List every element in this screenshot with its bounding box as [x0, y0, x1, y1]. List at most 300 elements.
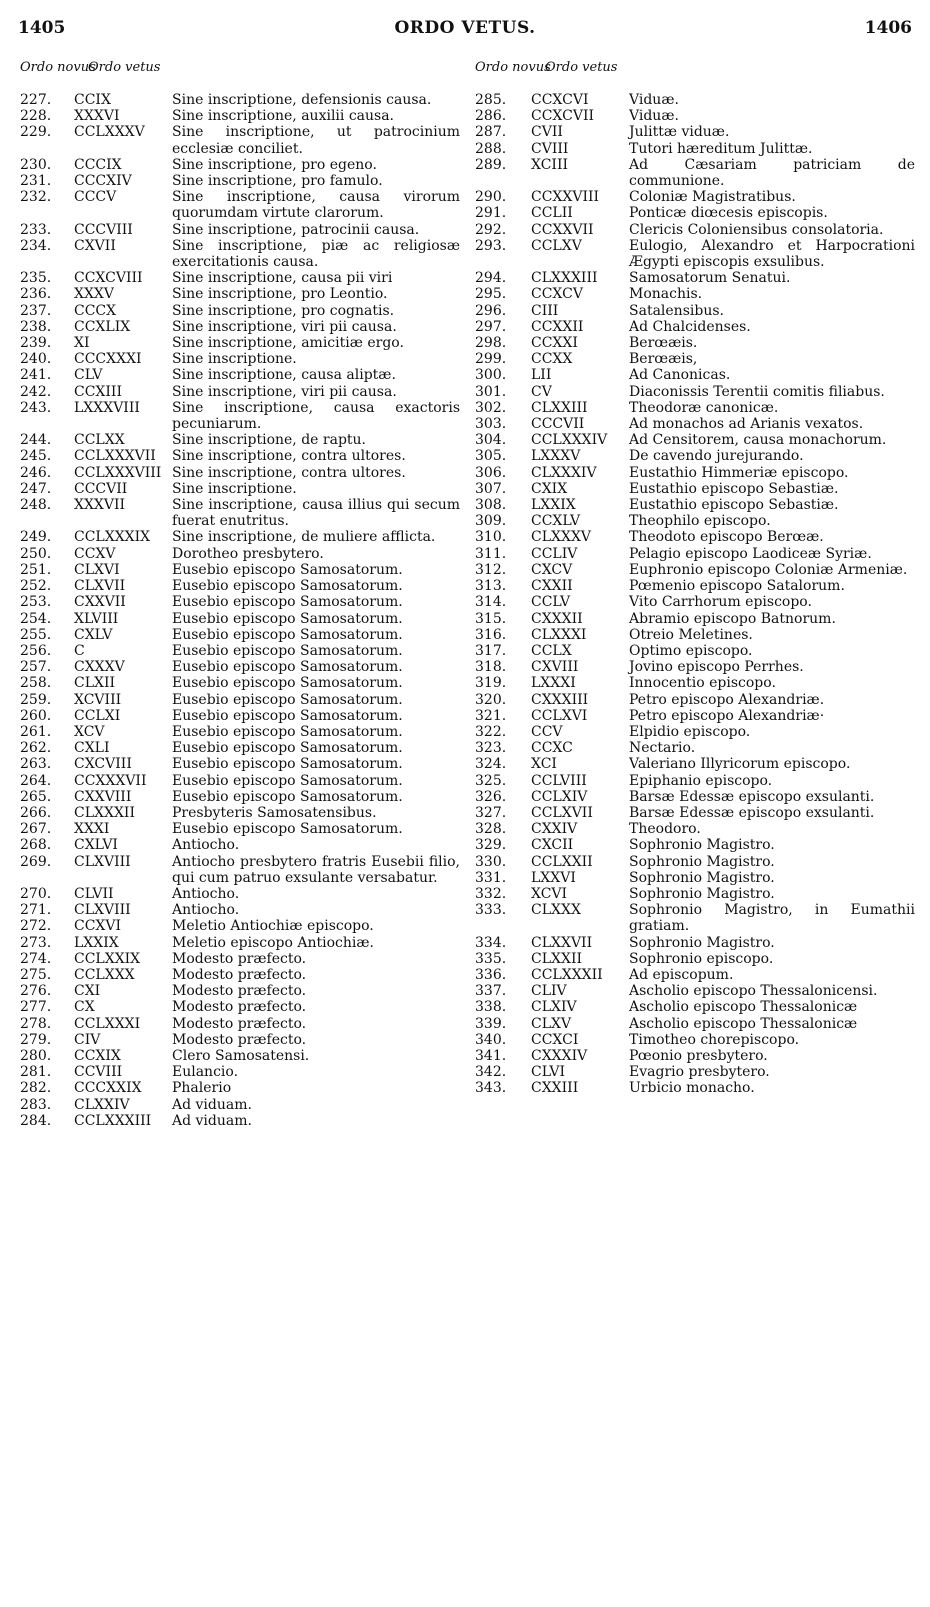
ordo-vetus-number: CLXII	[74, 675, 116, 692]
entry-title: Sine inscriptione, de muliere afflicta.	[172, 529, 436, 546]
ordo-vetus-number: CCLXVI	[531, 707, 588, 724]
entry-title: Meletio Antiochiæ episcopo.	[172, 918, 374, 935]
ordo-novus-number: 239.	[20, 335, 52, 352]
entry-row	[475, 562, 915, 578]
ordo-vetus-number: CLXXXI	[531, 626, 587, 643]
ordo-vetus-number: CXXIII	[531, 1080, 579, 1097]
ordo-vetus-number: CCXCVI	[531, 92, 589, 108]
ordo-novus-number: 255.	[20, 626, 52, 643]
entry-title: Modesto præfecto.	[172, 983, 307, 1000]
ordo-novus-number: 270.	[20, 885, 52, 902]
ordo-vetus-number: CLXXII	[531, 950, 583, 967]
entry-title: Nectario.	[629, 740, 696, 757]
entry-row	[475, 1016, 915, 1032]
ordo-vetus-number: XCV	[74, 723, 105, 740]
entry-title: Ponticæ diœcesis episcopis.	[629, 205, 828, 222]
ordo-novus-number: 280.	[20, 1047, 52, 1064]
entry-row	[475, 886, 915, 902]
ordo-novus-number: 230.	[20, 156, 52, 173]
entry-row	[475, 659, 915, 675]
entry-row	[20, 724, 460, 740]
entry-row	[20, 529, 460, 545]
entry-row	[475, 821, 915, 837]
entry-row	[475, 854, 915, 870]
entry-title: Eusebio episcopo Samosatorum.	[172, 707, 403, 724]
entry-title: Clericis Coloniensibus consolatoria.	[629, 221, 884, 238]
entry-row	[475, 189, 915, 205]
entry-title: Antiocho presbytero fratris Eusebii filio, qui cum patruo exsulante versabatur.	[172, 853, 460, 886]
ordo-novus-number: 232.	[20, 189, 52, 206]
ordo-novus-number: 243.	[20, 399, 52, 416]
ordo-vetus-number: CCCV	[74, 189, 117, 206]
entry-row	[475, 384, 915, 400]
entry-title: Eusebio episcopo Samosatorum.	[172, 772, 403, 789]
ordo-vetus-number: CLXXXV	[531, 529, 592, 546]
entry-title: Epiphanio episcopo.	[629, 772, 773, 789]
entry-title: Modesto præfecto.	[172, 1031, 307, 1048]
ordo-novus-number: 246.	[20, 464, 52, 481]
ordo-novus-number: 264.	[20, 772, 52, 789]
entry-title: Abramio episcopo Batnorum.	[629, 610, 836, 627]
ordo-novus-number: 281.	[20, 1064, 52, 1081]
entry-row	[20, 756, 460, 772]
entry-row	[475, 546, 915, 562]
ordo-vetus-number: XXXVI	[74, 108, 120, 125]
ordo-vetus-number: CLXXVII	[531, 934, 593, 951]
entry-title: Pœonio presbytero.	[629, 1047, 768, 1064]
entry-title: Ascholio episcopo Thessalonicæ	[629, 1015, 858, 1032]
entry-row	[475, 1048, 915, 1064]
entry-title: Julittæ viduæ.	[629, 124, 730, 141]
entry-title: Sine inscriptione, de raptu.	[172, 432, 366, 449]
entry-row	[20, 367, 460, 383]
ordo-vetus-number: CCXLV	[531, 513, 581, 530]
entry-row	[475, 870, 915, 886]
ordo-vetus-number: CCCVII	[74, 480, 128, 497]
entry-row	[20, 578, 460, 594]
entry-title: Sine inscriptione, causa aliptæ.	[172, 367, 396, 384]
ordo-vetus-number: CXLV	[74, 626, 113, 643]
ordo-novus-number: 269.	[20, 853, 52, 870]
entry-row	[20, 708, 460, 724]
entry-row	[475, 108, 915, 124]
ordo-vetus-number: CCXLIX	[74, 318, 131, 335]
column-header	[475, 60, 915, 92]
ordo-novus-number: 279.	[20, 1031, 52, 1048]
entry-title: Sine inscriptione, ut patrocinium ecclesiæ conciliet.	[172, 124, 460, 157]
ordo-vetus-number: CLXIV	[531, 999, 577, 1016]
entry-row	[20, 270, 460, 286]
ordo-vetus-number: CCXXVIII	[531, 189, 600, 206]
ordo-vetus-number: XCVI	[531, 885, 568, 902]
entry-row	[20, 303, 460, 319]
ordo-vetus-number: CCLXXX	[74, 966, 135, 983]
entry-title: Eulogio, Alexandro et Harpocrationi Ægypti episcopis exsulibus.	[629, 237, 915, 271]
entry-row	[475, 999, 915, 1015]
entry-row	[20, 465, 460, 481]
entry-row	[475, 902, 915, 934]
entry-title: Timotheo chorepiscopo.	[629, 1031, 800, 1048]
ordo-vetus-number: CXVIII	[531, 659, 579, 676]
entry-row	[475, 205, 915, 221]
ordo-vetus-number: LXXIX	[74, 934, 119, 951]
ordo-novus-number: 334.	[475, 934, 507, 951]
ordo-vetus-number: CXCV	[531, 561, 573, 578]
entry-title: Euphronio episcopo Coloniæ Armeniæ.	[629, 561, 908, 578]
ordo-vetus-number: CCXC	[531, 740, 573, 757]
entry-row	[475, 724, 915, 740]
ordo-vetus-number: CXCVIII	[74, 756, 132, 773]
ordo-vetus-number: CCLXIV	[531, 788, 588, 805]
entry-row	[475, 367, 915, 383]
ordo-vetus-number: XLVIII	[74, 610, 119, 627]
ordo-vetus-number: CCXCVII	[531, 108, 595, 125]
entry-row	[475, 1032, 915, 1048]
entry-title: Samosatorum Senatui.	[629, 270, 791, 287]
entry-title: Sophronio Magistro.	[629, 869, 775, 886]
entry-row	[475, 773, 915, 789]
ordo-novus-number: 238.	[20, 318, 52, 335]
ordo-vetus-number: XCIII	[531, 156, 569, 173]
ordo-vetus-number: CLVI	[531, 1064, 565, 1081]
entry-row	[20, 902, 460, 918]
ordo-vetus-number: CCXXXVII	[74, 772, 147, 789]
ordo-vetus-number: CCV	[531, 723, 563, 740]
ordo-novus-number: 328.	[475, 821, 507, 838]
ordo-novus-number: 316.	[475, 626, 507, 643]
ordo-novus-number: 324.	[475, 756, 507, 773]
ordo-vetus-number: CCXV	[74, 545, 116, 562]
ordo-novus-number: 338.	[475, 999, 507, 1016]
entry-row	[475, 1080, 915, 1096]
ordo-novus-number: 327.	[475, 804, 507, 821]
ordo-novus-number: 310.	[475, 529, 507, 546]
ordo-novus-number: 330.	[475, 853, 507, 870]
ordo-vetus-number: CLXVIII	[74, 853, 131, 870]
ordo-vetus-number: CCCXIV	[74, 173, 132, 190]
ordo-novus-number: 286.	[475, 108, 507, 125]
ordo-novus-number: 294.	[475, 270, 507, 287]
entry-title: Sine inscriptione, pro famulo.	[172, 173, 383, 190]
entry-title: Ad episcopum.	[629, 966, 734, 983]
ordo-novus-number: 274.	[20, 950, 52, 967]
ordo-vetus-number: CCXXVII	[531, 221, 594, 238]
ordo-novus-number: 285.	[475, 92, 507, 108]
ordo-vetus-number: CXI	[74, 983, 101, 1000]
left-column	[20, 60, 460, 1129]
ordo-novus-number: 311.	[475, 545, 507, 562]
entry-title: Ad Canonicas.	[629, 367, 731, 384]
ordo-vetus-number: XXXV	[74, 286, 115, 303]
entry-title: Eustathio Himmeriæ episcopo.	[629, 464, 849, 481]
ordo-novus-number: 259.	[20, 691, 52, 708]
ordo-novus-number: 297.	[475, 318, 507, 335]
ordo-vetus-number: CLXVIII	[74, 902, 131, 919]
entry-title: Eustathio episcopo Sebastiæ.	[629, 497, 839, 514]
ordo-novus-number: 275.	[20, 966, 52, 983]
entry-title: Jovino episcopo Perrhes.	[629, 659, 804, 676]
entry-title: Sine inscriptione, amicitiæ ergo.	[172, 335, 404, 352]
ordo-vetus-number: CXLI	[74, 740, 110, 757]
entry-title: Theodoræ canonicæ.	[629, 399, 779, 416]
ordo-novus-number: 282.	[20, 1080, 52, 1097]
entry-title: Eusebio episcopo Samosatorum.	[172, 691, 403, 708]
ordo-novus-number: 292.	[475, 221, 507, 238]
ordo-novus-number: 307.	[475, 480, 507, 497]
entry-row	[20, 773, 460, 789]
entry-row	[475, 837, 915, 853]
ordo-novus-number: 271.	[20, 902, 52, 919]
ordo-novus-number: 332.	[475, 885, 507, 902]
ordo-vetus-number: CCXVI	[74, 918, 122, 935]
ordo-novus-number: 273.	[20, 934, 52, 951]
ordo-novus-number: 252.	[20, 578, 52, 595]
ordo-vetus-number: CCCX	[74, 302, 117, 319]
ordo-vetus-number: CCLXXII	[531, 853, 593, 870]
ordo-novus-number: 272.	[20, 918, 52, 935]
ordo-vetus-number: CXXXIII	[531, 691, 589, 708]
ordo-novus-number: 261.	[20, 723, 52, 740]
entry-row	[20, 222, 460, 238]
ordo-vetus-number: CXCII	[531, 837, 574, 854]
entry-title: Eusebio episcopo Samosatorum.	[172, 659, 403, 676]
entry-title: Tutori hæreditum Julittæ.	[629, 140, 813, 157]
entry-title: Petro episcopo Alexandriæ.	[629, 691, 825, 708]
entry-row	[20, 384, 460, 400]
entry-row	[20, 319, 460, 335]
ordo-novus-number: 321.	[475, 707, 507, 724]
ordo-vetus-number: CCLXXXII	[531, 966, 603, 983]
ordo-novus-number: 333.	[475, 902, 507, 919]
entry-title: Diaconissis Terentii comitis filiabus.	[629, 383, 885, 400]
ordo-novus-number: 234.	[20, 237, 52, 254]
entry-title: Valeriano Illyricorum episcopo.	[629, 756, 851, 773]
entry-title: Ascholio episcopo Thessalonicensi.	[629, 983, 878, 1000]
entry-title: Clero Samosatensi.	[172, 1047, 310, 1064]
entry-title: Ascholio episcopo Thessalonicæ	[629, 999, 858, 1016]
ordo-vetus-number: CLXXIII	[531, 399, 588, 416]
ordo-vetus-number: CCXCVIII	[74, 270, 143, 287]
page-number-right: 1406	[864, 18, 912, 38]
entry-row	[475, 529, 915, 545]
ordo-novus-number: 229.	[20, 124, 52, 141]
header-ordo-vetus: Ordo vetus	[545, 60, 618, 75]
entry-title: Sine inscriptione, contra ultores.	[172, 464, 406, 481]
ordo-vetus-number: XCVIII	[74, 691, 122, 708]
entry-row	[20, 1080, 460, 1096]
entry-title: Sine inscriptione, contra ultores.	[172, 448, 406, 465]
entry-row	[20, 1032, 460, 1048]
entry-row	[475, 578, 915, 594]
ordo-novus-number: 308.	[475, 497, 507, 514]
entry-title: Sophronio Magistro.	[629, 853, 775, 870]
entry-title: Sine inscriptione, patrocinii causa.	[172, 221, 420, 238]
ordo-novus-number: 289.	[475, 156, 507, 173]
entry-title: Sine inscriptione, causa illius qui secum fuerat enutritus.	[172, 497, 460, 530]
entry-title: Eusebio episcopo Samosatorum.	[172, 740, 403, 757]
ordo-novus-number: 320.	[475, 691, 507, 708]
entry-title: Sophronio episcopo.	[629, 950, 774, 967]
ordo-novus-number: 240.	[20, 351, 52, 368]
ordo-novus-number: 237.	[20, 302, 52, 319]
page-header	[18, 18, 912, 44]
entry-row	[20, 611, 460, 627]
entry-title: Elpidio episcopo.	[629, 723, 751, 740]
ordo-novus-number: 298.	[475, 335, 507, 352]
entry-title: Sine inscriptione, viri pii causa.	[172, 383, 397, 400]
entry-title: Eusebio episcopo Samosatorum.	[172, 675, 403, 692]
entry-title: Sophronio Magistro.	[629, 934, 775, 951]
entry-row	[20, 627, 460, 643]
ordo-novus-number: 267.	[20, 821, 52, 838]
entry-row	[20, 805, 460, 821]
entry-title: Phalerio	[172, 1080, 232, 1097]
entry-row	[475, 497, 915, 513]
ordo-novus-number: 306.	[475, 464, 507, 481]
entry-row	[475, 92, 915, 108]
entry-row	[475, 432, 915, 448]
ordo-vetus-number: CCLIV	[531, 545, 578, 562]
entry-row	[20, 546, 460, 562]
ordo-vetus-number: CCCXXXI	[74, 351, 142, 368]
entry-title: Eusebio episcopo Samosatorum.	[172, 626, 403, 643]
ordo-vetus-number: CXXXIV	[531, 1047, 588, 1064]
entry-row	[475, 643, 915, 659]
entry-title: Modesto præfecto.	[172, 999, 307, 1016]
entry-row	[20, 432, 460, 448]
ordo-vetus-number: CCXCI	[531, 1031, 579, 1048]
entry-row	[20, 886, 460, 902]
entry-row	[475, 465, 915, 481]
entry-title: Vito Carrhorum episcopo.	[629, 594, 812, 611]
entry-row	[20, 448, 460, 464]
entry-title: Ad viduam.	[172, 1096, 252, 1113]
ordo-vetus-number: CLXXXII	[74, 804, 135, 821]
entry-title: Petro episcopo Alexandriæ·	[629, 707, 825, 724]
ordo-novus-number: 256.	[20, 642, 52, 659]
ordo-vetus-number: CXXXII	[531, 610, 583, 627]
entry-row	[20, 497, 460, 529]
entry-title: Satalensibus.	[629, 302, 724, 319]
ordo-novus-number: 235.	[20, 270, 52, 287]
ordo-vetus-number: CCLXX	[74, 432, 125, 449]
ordo-novus-number: 336.	[475, 966, 507, 983]
entry-row	[20, 1113, 460, 1129]
entry-row	[20, 157, 460, 173]
entry-row	[475, 238, 915, 270]
ordo-vetus-number: CCLXVII	[531, 804, 593, 821]
ordo-novus-number: 302.	[475, 399, 507, 416]
entry-title: Sine inscriptione, causa virorum quorumdam virtute clarorum.	[172, 189, 460, 222]
entry-title: Sine inscriptione, pro cognatis.	[172, 302, 395, 319]
entry-row	[20, 351, 460, 367]
ordo-novus-number: 262.	[20, 740, 52, 757]
header-ordo-vetus: Ordo vetus	[88, 60, 161, 75]
entry-title: Optimo episcopo.	[629, 642, 753, 659]
entry-row	[20, 173, 460, 189]
entry-title: Eusebio episcopo Samosatorum.	[172, 642, 403, 659]
ordo-novus-number: 341.	[475, 1047, 507, 1064]
entry-row	[20, 951, 460, 967]
ordo-vetus-number: CX	[74, 999, 95, 1016]
ordo-novus-number: 314.	[475, 594, 507, 611]
entry-row	[20, 675, 460, 691]
ordo-vetus-number: CCXXII	[531, 318, 584, 335]
entry-row	[20, 124, 460, 156]
entry-row	[20, 999, 460, 1015]
ordo-novus-number: 326.	[475, 788, 507, 805]
ordo-vetus-number: CCXIX	[74, 1047, 121, 1064]
entry-row	[20, 935, 460, 951]
ordo-vetus-number: CLXVII	[74, 578, 126, 595]
entry-row	[475, 740, 915, 756]
entry-title: Eusebio episcopo Samosatorum.	[172, 756, 403, 773]
entry-title: Sine inscriptione, piæ ac religiosæ exercitationis causa.	[172, 237, 460, 271]
entry-row	[20, 481, 460, 497]
entry-row	[475, 400, 915, 416]
ordo-vetus-number: CCCVII	[531, 416, 585, 433]
entry-row	[475, 627, 915, 643]
entry-title: Pœmenio episcopo Satalorum.	[629, 578, 845, 595]
entry-title: Eusebio episcopo Samosatorum.	[172, 821, 403, 838]
entry-row	[475, 319, 915, 335]
ordo-novus-number: 295.	[475, 286, 507, 303]
entry-title: Eusebio episcopo Samosatorum.	[172, 610, 403, 627]
ordo-novus-number: 253.	[20, 594, 52, 611]
entry-row	[475, 756, 915, 772]
ordo-novus-number: 228.	[20, 108, 52, 125]
ordo-novus-number: 278.	[20, 1015, 52, 1032]
ordo-vetus-number: XI	[74, 335, 90, 352]
entry-title: Sophronio Magistro, in Eumathii gratiam.	[629, 902, 915, 935]
entry-title: Modesto præfecto.	[172, 950, 307, 967]
entry-title: Sine inscriptione, pro egeno.	[172, 156, 377, 173]
ordo-vetus-number: CCVIII	[74, 1064, 123, 1081]
ordo-novus-number: 322.	[475, 723, 507, 740]
entry-row	[20, 983, 460, 999]
ordo-novus-number: 251.	[20, 561, 52, 578]
ordo-vetus-number: CCCIX	[74, 156, 122, 173]
entry-title: Coloniæ Magistratibus.	[629, 189, 796, 206]
ordo-novus-number: 313.	[475, 578, 507, 595]
entry-row	[475, 286, 915, 302]
ordo-vetus-number: CVIII	[531, 140, 569, 157]
ordo-vetus-number: CVII	[531, 124, 563, 141]
entry-row	[475, 157, 915, 189]
ordo-novus-number: 236.	[20, 286, 52, 303]
entry-row	[475, 513, 915, 529]
entry-title: Eustathio episcopo Sebastiæ.	[629, 480, 839, 497]
entry-row	[20, 1016, 460, 1032]
ordo-vetus-number: XCI	[531, 756, 557, 773]
entry-row	[20, 189, 460, 221]
entry-row	[475, 967, 915, 983]
ordo-novus-number: 323.	[475, 740, 507, 757]
ordo-vetus-number: CLXV	[531, 1015, 572, 1032]
ordo-vetus-number: CXXII	[531, 578, 573, 595]
ordo-novus-number: 268.	[20, 837, 52, 854]
ordo-vetus-number: LXXXV	[531, 448, 581, 465]
entry-title: Antiocho.	[172, 837, 240, 854]
entry-row	[475, 692, 915, 708]
entry-title: Viduæ.	[629, 92, 679, 108]
entry-row	[20, 1064, 460, 1080]
ordo-vetus-number: LXXVI	[531, 869, 576, 886]
entry-title: Ad Censitorem, causa monachorum.	[629, 432, 887, 449]
ordo-novus-number: 248.	[20, 497, 52, 514]
entry-row	[475, 141, 915, 157]
ordo-vetus-number: CCLXXXIX	[74, 529, 151, 546]
